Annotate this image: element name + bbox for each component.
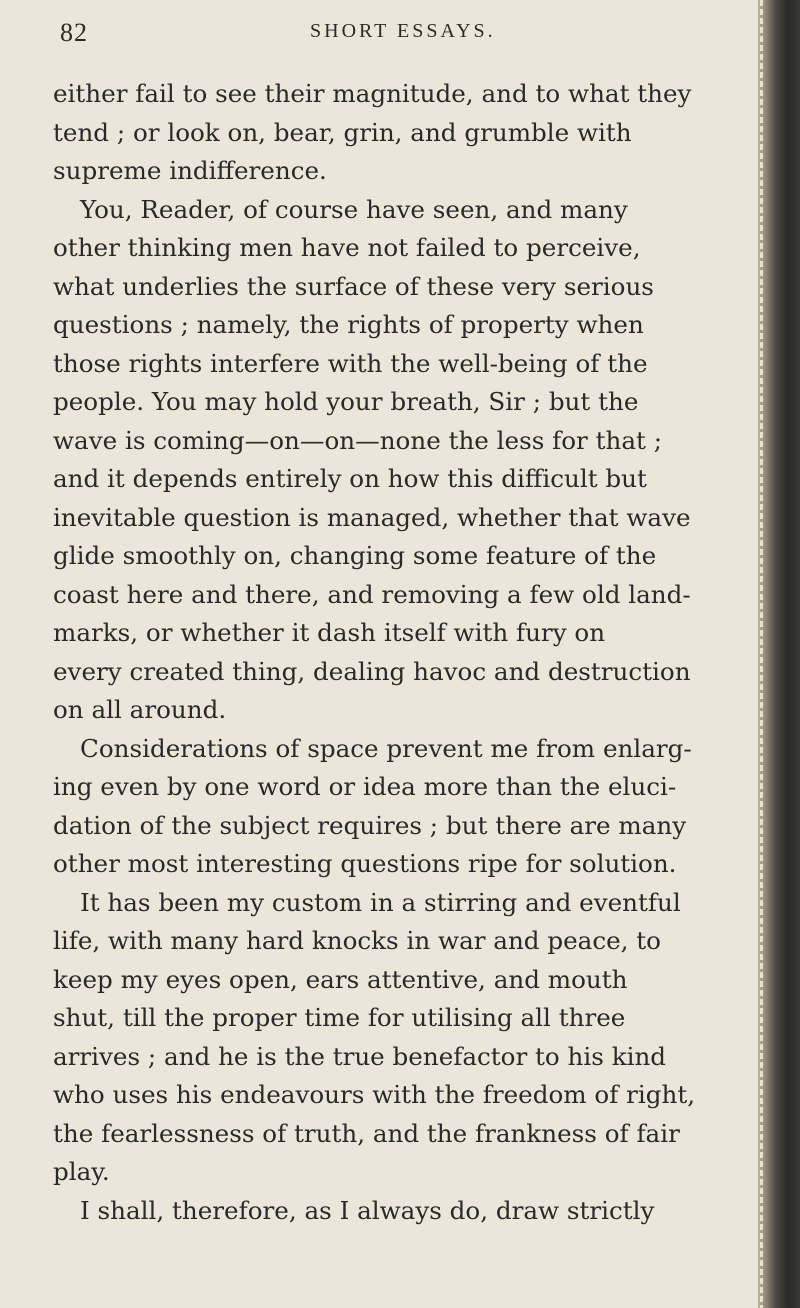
text-line: tend ; or look on, bear, grin, and grumble with xyxy=(53,117,632,147)
text-line: ing even by one word or idea more than the eluci- xyxy=(53,772,677,801)
text-line: life, with many hard knocks in war and peace, to xyxy=(53,926,661,955)
text-line: on all around. xyxy=(53,695,227,724)
page-edge xyxy=(760,0,763,1308)
text-line: those rights interfere with the well-being of the xyxy=(53,348,648,378)
text-line: keep my eyes open, ears attentive, and mouth xyxy=(53,964,628,994)
body-text xyxy=(53,75,753,1230)
text-line: play. xyxy=(53,1157,110,1186)
text-line: the fearlessness of truth, and the frankness of fair xyxy=(53,1118,680,1148)
text-line: questions ; namely, the rights of property when xyxy=(53,310,644,339)
text-line: shut, till the proper time for utilising all three xyxy=(53,1003,626,1032)
running-head: SHORT ESSAYS. xyxy=(310,20,496,42)
text-line: people. You may hold your breath, Sir ; but the xyxy=(53,387,639,416)
text-line: coast here and there, and removing a few old land- xyxy=(53,579,691,609)
page-header xyxy=(60,18,700,58)
text-line: other most interesting questions ripe for solution. xyxy=(53,849,677,878)
text-line: supreme indifference. xyxy=(53,156,327,185)
text-line: I shall, therefore, as I always do, draw strictly xyxy=(80,1195,655,1225)
text-line: It has been my custom in a stirring and eventful xyxy=(80,887,681,917)
page-number: 82 xyxy=(60,18,88,47)
book-spine-edge xyxy=(758,0,800,1308)
text-line: glide smoothly on, changing some feature of the xyxy=(53,541,657,570)
text-line: dation of the subject requires ; but there are many xyxy=(53,810,687,840)
text-line: every created thing, dealing havoc and destruction xyxy=(53,656,691,686)
text-line: what underlies the surface of these very serious xyxy=(53,271,654,301)
text-line: You, Reader, of course have seen, and many xyxy=(80,194,628,224)
text-line: and it depends entirely on how this difficult but xyxy=(53,464,647,493)
text-line: who uses his endeavours with the freedom of right, xyxy=(53,1080,696,1109)
text-line: marks, or whether it dash itself with fury on xyxy=(53,618,606,647)
text-line: Considerations of space prevent me from enlarg- xyxy=(80,733,692,763)
text-line: wave is coming—on—on—none the less for that ; xyxy=(53,425,662,455)
text-line: either fail to see their magnitude, and to what they xyxy=(53,79,692,108)
text-line: inevitable question is managed, whether that wave xyxy=(53,502,691,532)
text-line: arrives ; and he is the true benefactor to his kind xyxy=(53,1041,667,1071)
text-line: other thinking men have not failed to perceive, xyxy=(53,233,641,262)
